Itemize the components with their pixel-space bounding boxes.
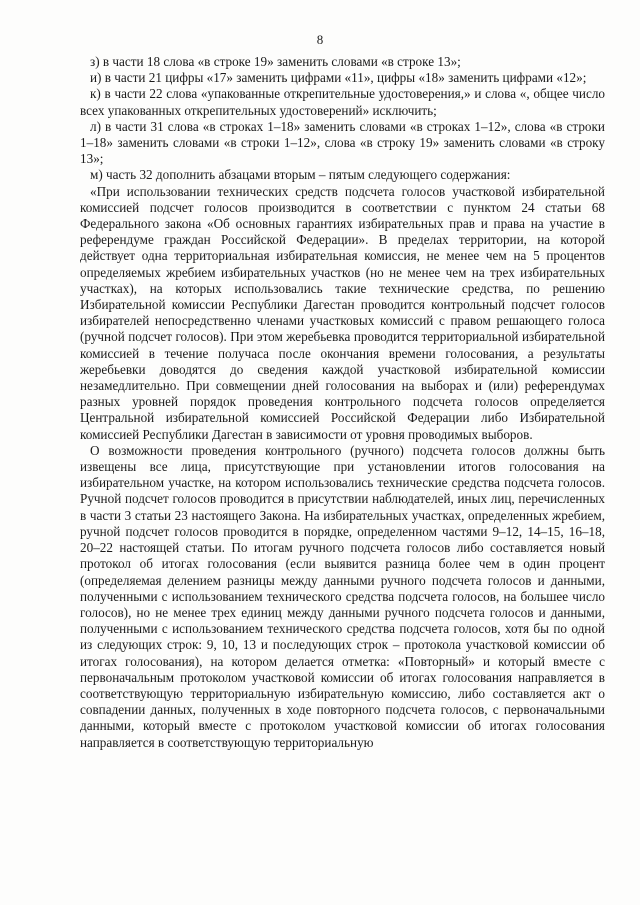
document-body: [80, 54, 605, 751]
paragraph-manual-count: О возможности проведения контрольного (ручного) подсчета голосов должны быть извещены все лица, присутствующие при установлении итогов голосования на избирательном участке, на котором использовались технические средства подсчета голосов. Ручной подсчет голосов проводится в присутствии наблюдателей, иных лиц, перечисленных в части 3 статьи 23 настоящего Закона. На избирательных участках, определенных жребием, ручной подсчет голосов проводится в порядке, определенном частями 9–12, 14–15, 16–18, 20–22 настоящей статьи. По итогам ручного подсчета голосов либо составляется новый протокол об итогах голосования (если выявится разница более чем в один процент (определяемая делением разницы между данными ручного подсчета голосов и данными, полученными с использованием технического средства подсчета голосов, на большее число голосов), но не менее трех единиц между данными ручного подсчета голосов и данными, полученными с использованием технического средства подсчета голосов, хотя бы по одной из следующих строк: 9, 10, 13 и последующих строк – протокола участковой комиссии об итогах голосования), на котором делается отметка: «Повторный» и который вместе с первоначальным протоколом участковой комиссии об итогах голосования направляется в соответствующую территориальную избирательную комиссию, либо составляется акт о совпадении данных, полученных в ходе повторного подсчета голосов, с первоначальными данными, который вместе с протоколом участковой комиссии об итогах голосования направляется в соответствующую территориальную: [80, 442, 605, 750]
paragraph-quote-technical-means: «При использовании технических средств подсчета голосов участковой избирательной комиссией подсчет голосов производится в соответствии с пунктом 24 статьи 68 Федерального закона «Об основных гарантиях избирательных прав и права на участие в референдуме граждан Российской Федерации». В пределах территории, на которой действует одна территориальная избирательная комиссия, не менее чем на 5 процентов определяемых жребием избирательных участков (но не менее чем на трех избирательных участках), на которых использовались такие технические средства, по решению Избирательной комиссии Республики Дагестан проводится контрольный подсчет голосов избирателей непосредственно членами участковых комиссий с правом решающего голоса (ручной подсчет голосов). При этом жеребьевка проводится территориальной избирательной комиссией в течение получаса после окончания времени голосования, а результаты жеребьевки доводятся до сведения каждой участковой избирательной комиссии незамедлительно. При совмещении дней голосования на выборах и (или) референдумах разных уровней порядок проведения контрольного подсчета голосов определяется Центральной избирательной комиссией Российской Федерации либо Избирательной комиссией Республики Дагестан в зависимости от уровня проводимых выборов.: [80, 183, 605, 442]
paragraph-m: м) часть 32 дополнить абзацами вторым – пятым следующего содержания:: [90, 167, 511, 183]
paragraph-i: и) в части 21 цифры «17» заменить цифрами «11», цифры «18» заменить цифрами «12»;: [90, 70, 587, 86]
paragraph-k: к) в части 22 слова «упакованные открепительные удостоверения,» и слова «, общее число всех упакованных открепительных удостоверений» исключить;: [80, 86, 605, 118]
paragraph-l: л) в части 31 слова «в строках 1–18» заменить словами «в строках 1–12», слова «в строки 1–18» заменить словами «в строки 1–12», слова «в строку 19» заменить словами «в строку 13»;: [80, 118, 605, 167]
page-number: 8: [316, 32, 324, 47]
paragraph-z: з) в части 18 слова «в строке 19» заменить словами «в строке 13»;: [90, 54, 461, 69]
